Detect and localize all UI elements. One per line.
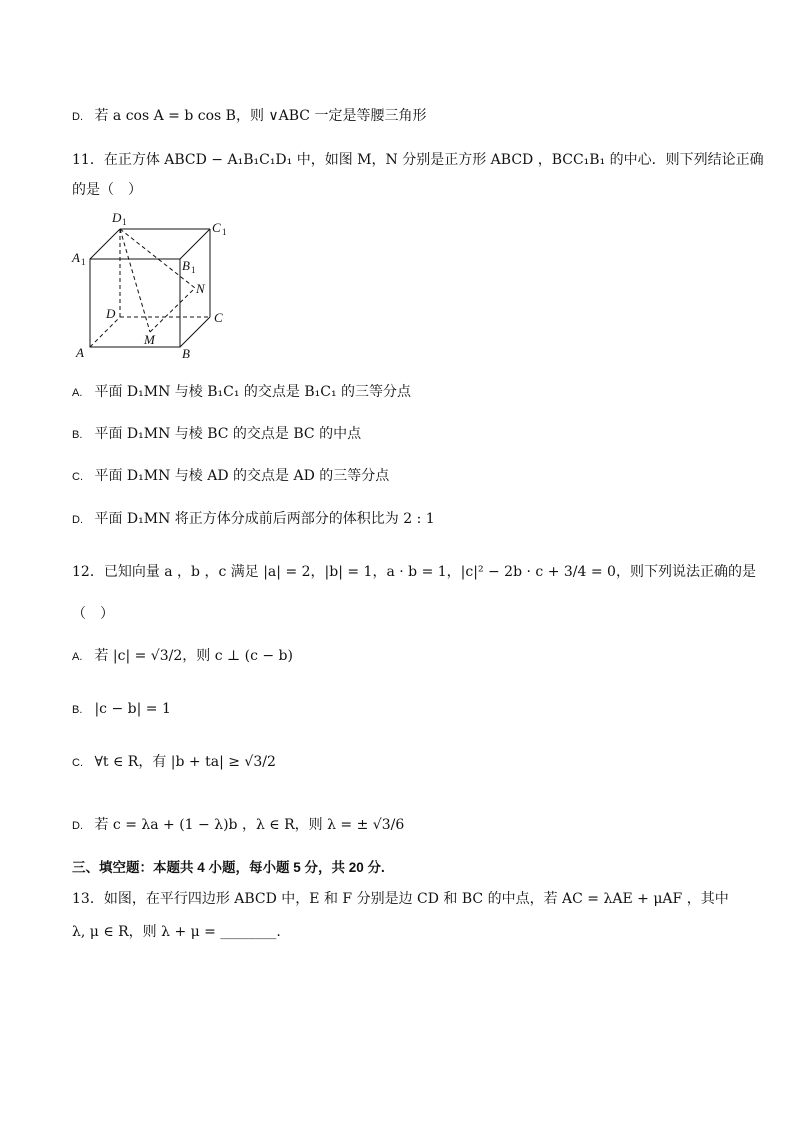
label-d: D [106, 306, 116, 321]
section-heading: 三、填空题：本题共 4 小题，每小题 5 分，共 20 分. [72, 860, 385, 875]
q12-option-c [72, 752, 276, 773]
option-text: 平面 D₁MN 与棱 AD 的交点是 AD 的三等分点 [94, 468, 390, 484]
q12-option-b [72, 699, 171, 720]
option-text: ∀t ∈ R，有 |b + ta| ≥ √3/2 [94, 754, 276, 770]
q11-stem-line2: 的是（ ） [72, 182, 142, 198]
q11-option-b [72, 424, 361, 445]
option-text: 平面 D₁MN 与棱 B₁C₁ 的交点是 B₁C₁ 的三等分点 [94, 384, 412, 400]
svg-text:1: 1 [81, 257, 86, 267]
option-letter: A. [72, 651, 83, 663]
segment-m-n [150, 288, 195, 332]
option-letter: C. [72, 757, 83, 769]
option-text: |c − b| = 1 [94, 701, 171, 717]
option-letter: B. [72, 704, 83, 716]
option-letter: D. [72, 514, 83, 526]
label-c: C [214, 310, 223, 325]
cube-figure [70, 207, 240, 362]
option-text: 若 a cos A = b cos B，则 ∨ABC 一定是等腰三角形 [94, 108, 427, 124]
q12-stem-line2: （ ） [72, 606, 114, 622]
q11-option-a [72, 382, 411, 403]
svg-text:1: 1 [122, 217, 127, 227]
label-n: N [196, 281, 205, 296]
label-a: A [76, 345, 84, 360]
label-c1: C [212, 220, 221, 235]
q10-option-d [72, 106, 426, 127]
option-letter: B. [72, 429, 83, 441]
edge-b1-c1 [180, 229, 210, 259]
q12-option-a [72, 646, 293, 667]
edge-b-c [180, 317, 210, 347]
option-letter: A. [72, 387, 83, 399]
option-letter: D. [72, 111, 83, 123]
option-text: 平面 D₁MN 将正方体分成前后两部分的体积比为 2 : 1 [94, 511, 435, 527]
option-text: 若 |c| = √3/2，则 c ⊥ (c − b) [94, 648, 293, 664]
option-letter: D. [72, 820, 83, 832]
cube-vertex-labels [71, 210, 227, 361]
q12-stem-line1: 12．已知向量 a ，b ，c 满足 |a| = 2，|b| = 1，a · b = 1，|c|² − 2b · c + 3/4 = 0，则下列说法正确的是 [72, 564, 756, 580]
q11-option-d [72, 509, 435, 530]
option-text: 平面 D₁MN 与棱 BC 的交点是 BC 的中点 [94, 426, 362, 442]
svg-text:1: 1 [191, 265, 196, 275]
q11-stem-line1: 11．在正方体 ABCD − A₁B₁C₁D₁ 中，如图 M，N 分别是正方形 ABCD ，BCC₁B₁ 的中心．则下列结论正确 [72, 152, 764, 168]
q11-option-c [72, 466, 389, 487]
option-text: 若 c = λa + (1 − λ)b ，λ ∈ R，则 λ = ± √3/6 [94, 817, 405, 833]
cube-front-face [90, 259, 180, 347]
label-a1: A [72, 250, 80, 265]
edge-a1-d1 [90, 229, 120, 259]
q13-stem-line1: 13．如图，在平行四边形 ABCD 中，E 和 F 分别是边 CD 和 BC 的中点，若 AC = λAE + μAF ，其中 [72, 891, 729, 907]
label-d1: D [112, 210, 122, 225]
q13-stem-line2: λ, μ ∈ R，则 λ + μ = ________. [72, 924, 281, 940]
label-b1: B [182, 258, 190, 273]
q12-option-d [72, 815, 404, 836]
svg-text:1: 1 [222, 227, 227, 237]
label-b: B [182, 346, 190, 361]
option-letter: C. [72, 471, 83, 483]
edge-a-d [90, 317, 120, 347]
label-m: M [144, 332, 155, 347]
